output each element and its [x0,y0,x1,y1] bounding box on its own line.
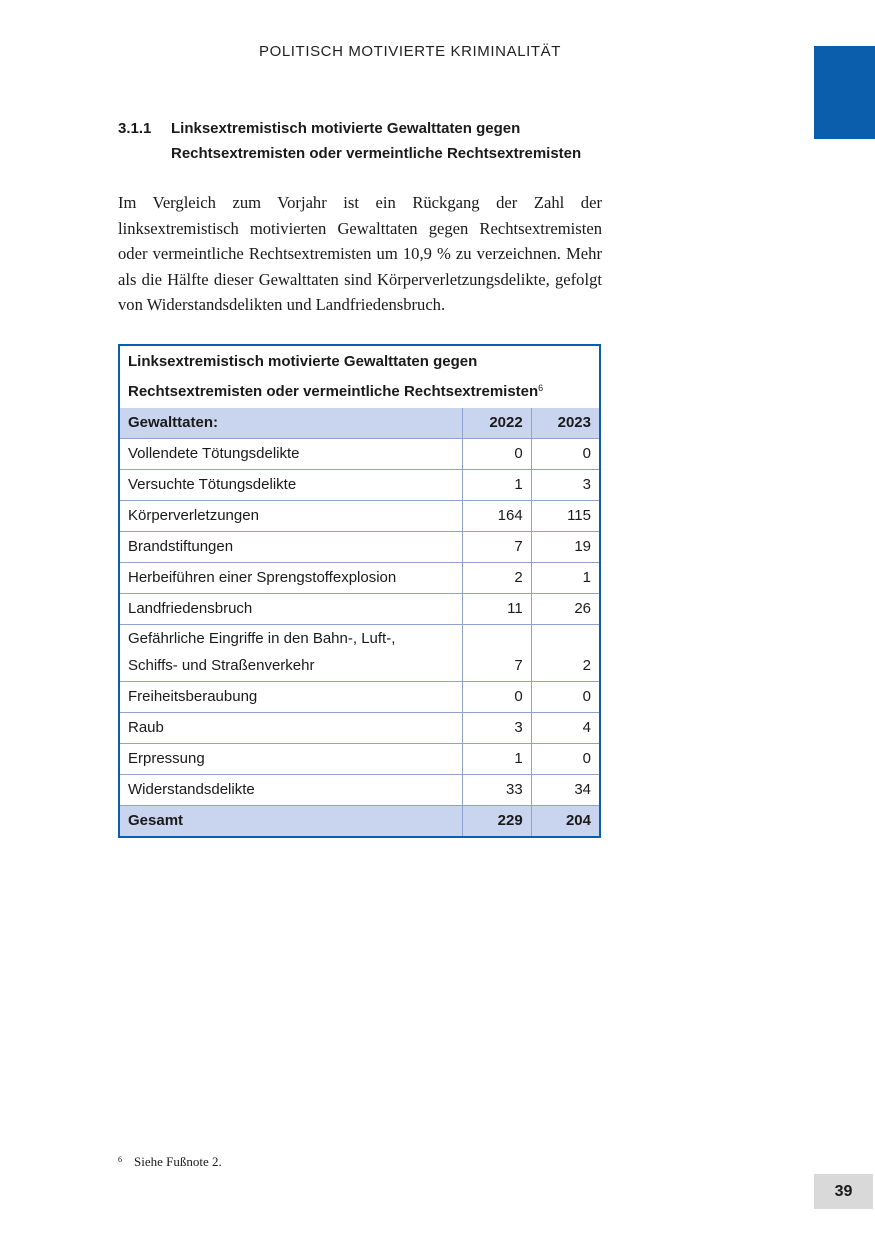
value-2022: 1 [463,470,531,501]
total-label: Gesamt [119,806,463,838]
table-row [119,532,600,563]
value-2023: 19 [531,532,600,563]
value-2023: 26 [531,594,600,625]
violence-statistics-table [118,344,601,838]
column-header-category: Gewalttaten: [119,408,463,439]
chapter-tab-marker [814,46,875,139]
page-number: 39 [814,1174,873,1209]
row-label: Landfriedensbruch [119,594,463,625]
value-2022: 164 [463,501,531,532]
value-2023: 0 [531,439,600,470]
value-2023: 1 [531,563,600,594]
table-header-row [119,408,600,439]
row-label-line1: Gefährliche Eingriffe in den Bahn-, Luft-, [128,630,396,647]
value-2022: 7 [463,532,531,563]
footnote-text: Siehe Fußnote 2. [134,1154,222,1169]
value-2023: 4 [531,713,600,744]
value-2022: 2 [463,563,531,594]
table-row [119,501,600,532]
footnote [118,1154,222,1170]
value-2022: 33 [463,775,531,806]
table-row [119,682,600,713]
table-caption [119,345,600,408]
value-2023: 34 [531,775,600,806]
value-2023: 0 [531,744,600,775]
table-total-row [119,806,600,838]
row-label: Vollendete Tötungsdelikte [119,439,463,470]
table-row [119,470,600,501]
row-label-line2: Schiffs- und Straßenverkehr [128,657,315,674]
row-label: Widerstandsdelikte [119,775,463,806]
value-2023: 115 [531,501,600,532]
value-2022: 0 [463,682,531,713]
value-2022: 0 [463,439,531,470]
column-header-2022: 2022 [463,408,531,439]
value-2022: 11 [463,594,531,625]
body-paragraph [118,190,602,318]
row-label: Erpressung [119,744,463,775]
section-heading [118,116,608,166]
total-2023: 204 [531,806,600,838]
table-caption-footnote-marker: 6 [538,383,544,393]
table-row [119,713,600,744]
running-header: POLITISCH MOTIVIERTE KRIMINALITÄT [258,43,562,60]
table-row [119,563,600,594]
section-title-line1: Linksextremistisch motivierte Gewalttaten gegen [171,120,521,137]
table-row [119,744,600,775]
row-label: Raub [119,713,463,744]
row-label: Brandstiftungen [119,532,463,563]
table-row [119,594,600,625]
section-number: 3.1.1 [118,120,152,137]
row-label: Herbeiführen einer Sprengstoffexplosion [119,563,463,594]
body-paragraph-text: Im Vergleich zum Vorjahr ist ein Rückgang der Zahl der linksextremistisch motivierten Gewalttaten gegen Rechtsextremisten oder vermeintliche Rechtsextremisten um 10,9 % zu verzeichnen. Mehr als die Hälfte dieser Gewalttaten sind Körperverletzungsdelikte, gefolgt von Widerstandsdelikten und Landfriedensbruch. [118,193,602,315]
row-label: Freiheitsberaubung [119,682,463,713]
table-row [119,439,600,470]
row-label: Versuchte Tötungsdelikte [119,470,463,501]
row-label: Körperverletzungen [119,501,463,532]
value-2022: 3 [463,713,531,744]
footnote-marker: 6 [118,1155,122,1164]
value-2023: 3 [531,470,600,501]
table-caption-line1: Linksextremistisch motivierte Gewalttaten gegen [128,353,478,370]
value-2023: 0 [531,682,600,713]
row-label [119,625,463,682]
table-caption-line2: Rechtsextremisten oder vermeintliche Rechtsextremisten [128,383,539,400]
table-row [119,625,600,682]
value-2023: 2 [531,625,600,682]
total-2022: 229 [463,806,531,838]
table-row [119,775,600,806]
section-title-line2: Rechtsextremisten oder vermeintliche Rechtsextremisten [171,145,582,162]
value-2022: 1 [463,744,531,775]
column-header-2023: 2023 [531,408,600,439]
table-caption-row [119,345,600,408]
section-title [171,116,581,166]
value-2022: 7 [463,625,531,682]
